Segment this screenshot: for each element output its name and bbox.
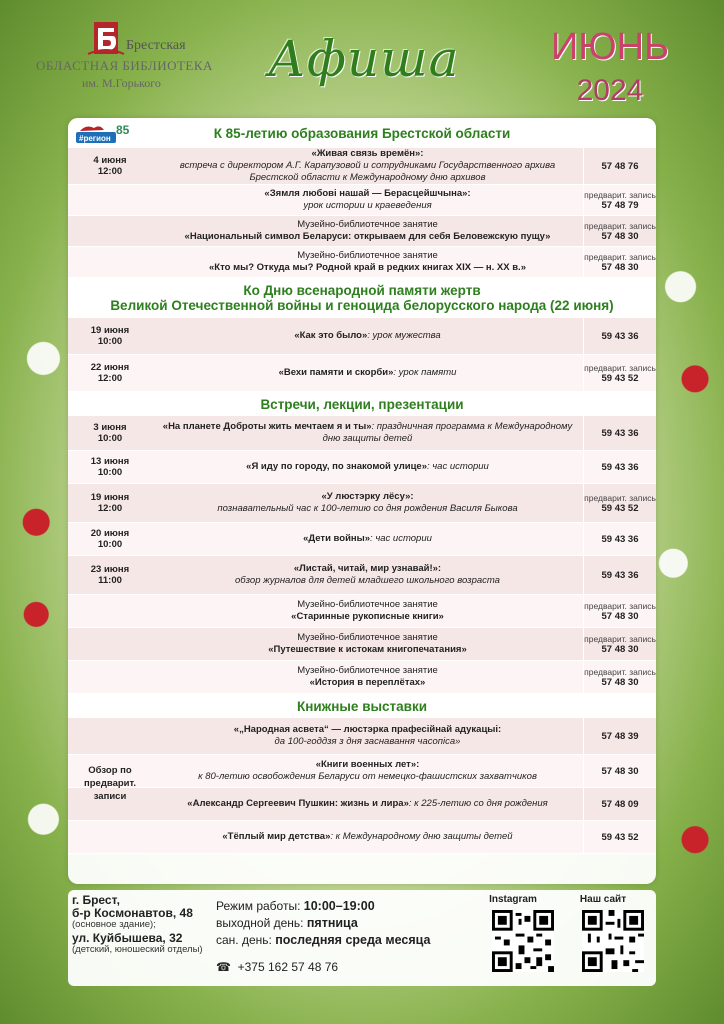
- event-description: [152, 247, 583, 277]
- phone-number: +375 162 57 48 76: [237, 960, 339, 974]
- event-row: [68, 185, 656, 216]
- badge-number: 85: [116, 123, 130, 137]
- logo-city: Брестская: [126, 38, 186, 53]
- event-row: [68, 661, 656, 694]
- phone-number: 57 48 30: [601, 261, 639, 273]
- section-rows: [68, 416, 656, 694]
- phone-number: 57 48 09: [601, 798, 639, 810]
- schedule-card: [68, 118, 656, 884]
- event-description: [152, 416, 583, 450]
- event-date: [68, 821, 152, 853]
- event-phone[interactable]: [583, 216, 656, 246]
- library-logo: [36, 20, 236, 90]
- phone-number: 57 48 30: [601, 676, 639, 688]
- event-day: 20 июня: [90, 528, 130, 539]
- address-main-street: б-р Космонавтов, 48: [72, 905, 193, 920]
- event-date: [68, 247, 152, 277]
- pre-registration-note: предварит. запись: [584, 220, 656, 231]
- event-phone[interactable]: [583, 628, 656, 660]
- event-date: [68, 185, 152, 215]
- event-subtitle: : час истории: [370, 533, 432, 544]
- event-title: «Тёплый мир детства»: [222, 831, 331, 842]
- event-day: 3 июня: [93, 422, 127, 433]
- event-subtitle: познавательный час к 100-летию со дня рождения Василя Быкова: [217, 503, 518, 514]
- event-type: Музейно-библиотечное занятие: [297, 665, 438, 676]
- hours-value: 10:00–19:00: [303, 899, 375, 913]
- phone-number: 59 43 52: [601, 831, 639, 843]
- event-time: 10:00: [97, 336, 123, 347]
- event-time: 12:00: [97, 166, 123, 177]
- event-type: Музейно-библиотечное занятие: [297, 632, 438, 643]
- event-subtitle: : к Международному дню защиты детей: [330, 831, 513, 842]
- event-day: 19 июня: [90, 492, 130, 503]
- year-label: 2024: [576, 74, 644, 107]
- phone-number: 57 48 76: [601, 160, 639, 172]
- pre-registration-note: предварит. запись: [584, 600, 656, 611]
- phone-number: 59 43 52: [601, 502, 639, 514]
- event-description: [152, 318, 583, 354]
- event-time: 10:00: [97, 433, 123, 444]
- event-title: «Книги военных лет»:: [315, 759, 420, 770]
- event-phone[interactable]: [583, 451, 656, 483]
- website-label: Наш сайт: [579, 894, 627, 905]
- exhibition-note: Обзор по предварит. записи: [84, 765, 136, 802]
- footer-info: [68, 890, 656, 986]
- event-title: «Вехи памяти и скорби»: [278, 367, 394, 378]
- event-day: 13 июня: [90, 456, 130, 467]
- phone-number: 57 48 30: [601, 610, 639, 622]
- event-time: 10:00: [97, 467, 123, 478]
- event-row: [68, 556, 656, 595]
- event-title: «Как это было»: [294, 330, 368, 341]
- event-date: [68, 718, 152, 754]
- event-row: [68, 148, 656, 185]
- contact-phone[interactable]: [216, 960, 338, 974]
- event-type: Музейно-библиотечное занятие: [297, 219, 438, 230]
- opening-hours: [216, 898, 430, 949]
- instagram-qr-code[interactable]: [492, 910, 554, 972]
- section-rows: [68, 718, 656, 854]
- section-heading: [68, 278, 656, 318]
- event-subtitle: : час истории: [426, 461, 489, 472]
- section-heading-line: Книжные выставки: [296, 698, 428, 714]
- address-city: г. Брест,: [72, 893, 120, 907]
- address-block: [72, 894, 210, 957]
- event-description: [152, 484, 583, 522]
- event-phone[interactable]: [583, 318, 656, 354]
- instagram-label: Instagram: [489, 894, 537, 905]
- event-date: [68, 628, 152, 660]
- dayoff-label: выходной день:: [216, 916, 304, 930]
- event-date: [68, 148, 152, 184]
- event-phone[interactable]: [583, 755, 656, 787]
- event-row: [68, 755, 656, 788]
- event-phone[interactable]: [583, 821, 656, 853]
- event-description: [152, 523, 583, 555]
- event-title: «Дети войны»: [303, 533, 371, 544]
- event-subtitle: обзор журналов для детей младшего школьного возраста: [235, 575, 500, 586]
- event-row: [68, 718, 656, 755]
- phone-number: 57 48 39: [601, 730, 639, 742]
- region-85-badge: [76, 122, 140, 144]
- phone-number: 57 48 30: [601, 230, 639, 242]
- event-description: [152, 556, 583, 594]
- address-main-note: (основное здание);: [72, 919, 156, 930]
- event-subtitle: : к 225-летию со дня рождения: [408, 798, 548, 809]
- event-description: [152, 185, 583, 215]
- event-subtitle: да 100-годдзя з дня заснавання часопіса»: [274, 736, 461, 747]
- event-phone[interactable]: [583, 148, 656, 184]
- event-row: [68, 451, 656, 484]
- event-subtitle: встреча с директором А.Г. Карапузовой и сотрудниками Государственного архива Брестской области к Международному дню архивов: [179, 160, 556, 183]
- event-description: [152, 661, 583, 693]
- event-date: [68, 451, 152, 483]
- event-date: [68, 595, 152, 627]
- event-subtitle: урок истории и краеведения: [303, 200, 432, 211]
- event-type: Музейно-библиотечное занятие: [297, 250, 438, 261]
- event-description: [152, 755, 583, 787]
- address-second-street: ул. Куйбышева, 32: [72, 930, 183, 945]
- event-day: 23 июня: [90, 564, 130, 575]
- event-phone[interactable]: [583, 355, 656, 391]
- event-time: 11:00: [98, 575, 122, 586]
- badge-text: #регион: [79, 134, 111, 143]
- pre-registration-note: предварит. запись: [584, 251, 656, 262]
- event-row: [68, 595, 656, 628]
- event-title: «Александр Сергеевич Пушкин: жизнь и лира»: [187, 798, 409, 809]
- event-description: [152, 355, 583, 391]
- event-phone[interactable]: [583, 416, 656, 450]
- event-type: Музейно-библиотечное занятие: [297, 599, 438, 610]
- section-heading-line: К 85-летию образования Брестской области: [213, 125, 511, 141]
- event-subtitle: : урок мужества: [367, 330, 441, 341]
- event-title: «Зямля любові нашай — Берасцейшчына»:: [264, 188, 471, 199]
- website-qr-code[interactable]: [582, 910, 644, 972]
- event-time: 12:00: [97, 503, 123, 514]
- pre-registration-note: предварит. запись: [584, 633, 656, 644]
- event-row: [68, 523, 656, 556]
- event-phone[interactable]: [583, 788, 656, 820]
- event-title: «Национальный символ Беларуси: открываем для себя Беловежскую пущу»: [184, 231, 551, 242]
- phone-number: 59 43 36: [601, 330, 639, 342]
- event-day: 22 июня: [90, 362, 130, 373]
- event-subtitle: : праздничная программа к Международному дню защиты детей: [322, 421, 573, 444]
- phone-number: 59 43 36: [601, 461, 639, 473]
- event-phone[interactable]: [583, 247, 656, 277]
- event-time: 10:00: [97, 539, 123, 550]
- phone-number: 59 43 36: [601, 569, 639, 581]
- event-phone[interactable]: [583, 661, 656, 693]
- event-row: [68, 821, 656, 854]
- phone-number: 57 48 79: [601, 199, 639, 211]
- event-row: [68, 788, 656, 821]
- section-heading-line: Ко Дню всенародной памяти жертв: [243, 283, 481, 298]
- section-heading-line: Великой Отечественной войны и геноцида белорусского народа (22 июня): [110, 298, 614, 313]
- event-row: [68, 416, 656, 451]
- event-row: [68, 355, 656, 392]
- event-row: [68, 216, 656, 247]
- event-phone[interactable]: [583, 718, 656, 754]
- event-description: [152, 216, 583, 246]
- phone-number: 57 48 30: [601, 643, 639, 655]
- event-title: «Живая связь времён»:: [311, 148, 424, 159]
- event-subtitle: к 80-летию освобождения Беларуси от немецко-фашистских захватчиков: [198, 771, 537, 782]
- section-heading: [68, 118, 656, 148]
- page-title: Афиша: [268, 30, 460, 88]
- event-date: [68, 661, 152, 693]
- sanday-label: сан. день:: [216, 933, 272, 947]
- event-description: [152, 821, 583, 853]
- event-row: [68, 247, 656, 278]
- event-description: [152, 788, 583, 820]
- event-row: [68, 318, 656, 355]
- event-day: 4 июня: [93, 155, 127, 166]
- event-phone[interactable]: [583, 556, 656, 594]
- phone-icon: ☎: [216, 960, 231, 974]
- event-description: [152, 628, 583, 660]
- event-row: [68, 484, 656, 523]
- event-row: [68, 628, 656, 661]
- event-title: «Старинные рукописные книги»: [291, 611, 444, 622]
- event-subtitle: : урок памяти: [393, 367, 457, 378]
- logo-library-name: ОБЛАСТНАЯ БИБЛИОТЕКА: [36, 58, 213, 73]
- event-date: [68, 216, 152, 246]
- phone-number: 59 43 36: [601, 533, 639, 545]
- event-date: [68, 484, 152, 522]
- sanday-value: последняя среда месяца: [275, 933, 431, 947]
- event-date: [68, 556, 152, 594]
- event-phone[interactable]: [583, 595, 656, 627]
- event-title: «У люстэрку лёсу»:: [321, 491, 414, 502]
- event-title: «Кто мы? Откуда мы? Родной край в редких книгах XIX — н. XX в.»: [209, 262, 526, 273]
- event-description: [152, 148, 583, 184]
- event-date: [68, 523, 152, 555]
- event-day: 19 июня: [90, 325, 130, 336]
- section-rows: [68, 318, 656, 392]
- section-heading-line: Встречи, лекции, презентации: [260, 396, 464, 412]
- event-date: [68, 416, 152, 450]
- pre-registration-note: предварит. запись: [584, 362, 656, 373]
- event-date: [68, 318, 152, 354]
- phone-number: 59 43 36: [601, 427, 639, 439]
- hours-label: Режим работы:: [216, 899, 301, 913]
- event-phone[interactable]: [583, 523, 656, 555]
- phone-number: 57 48 30: [601, 765, 639, 777]
- event-title: «„Народная асвета“ — люстэрка прафесійнай адукацыі:: [233, 724, 502, 735]
- pre-registration-note: предварит. запись: [584, 189, 656, 200]
- address-second-note: (детский, юношеский отделы): [72, 944, 203, 955]
- event-date: [68, 355, 152, 391]
- event-title: «Листай, читай, мир узнавай!»:: [293, 563, 442, 574]
- logo-library-patron: им. М.Горького: [82, 76, 161, 90]
- event-description: [152, 595, 583, 627]
- event-description: [152, 451, 583, 483]
- pre-registration-note: предварит. запись: [584, 666, 656, 677]
- phone-number: 59 43 52: [601, 372, 639, 384]
- month-label: ИЮНЬ: [550, 26, 670, 68]
- event-phone[interactable]: [583, 484, 656, 522]
- event-time: 12:00: [97, 373, 123, 384]
- sections-container: [68, 118, 656, 854]
- event-title: «На планете Доброты жить мечтаем я и ты»: [162, 421, 372, 432]
- dayoff-value: пятница: [306, 916, 358, 930]
- event-title: «Я иду по городу, по знакомой улице»: [246, 461, 427, 472]
- section-heading: [68, 694, 656, 718]
- event-title: «История в переплётах»: [309, 677, 426, 688]
- section-heading: [68, 392, 656, 416]
- event-description: [152, 718, 583, 754]
- event-phone[interactable]: [583, 185, 656, 215]
- section-rows: [68, 148, 656, 278]
- event-title: «Путешествие к истокам книгопечатания»: [268, 644, 467, 655]
- library-emblem-icon: [86, 20, 126, 60]
- pre-registration-note: предварит. запись: [584, 492, 656, 503]
